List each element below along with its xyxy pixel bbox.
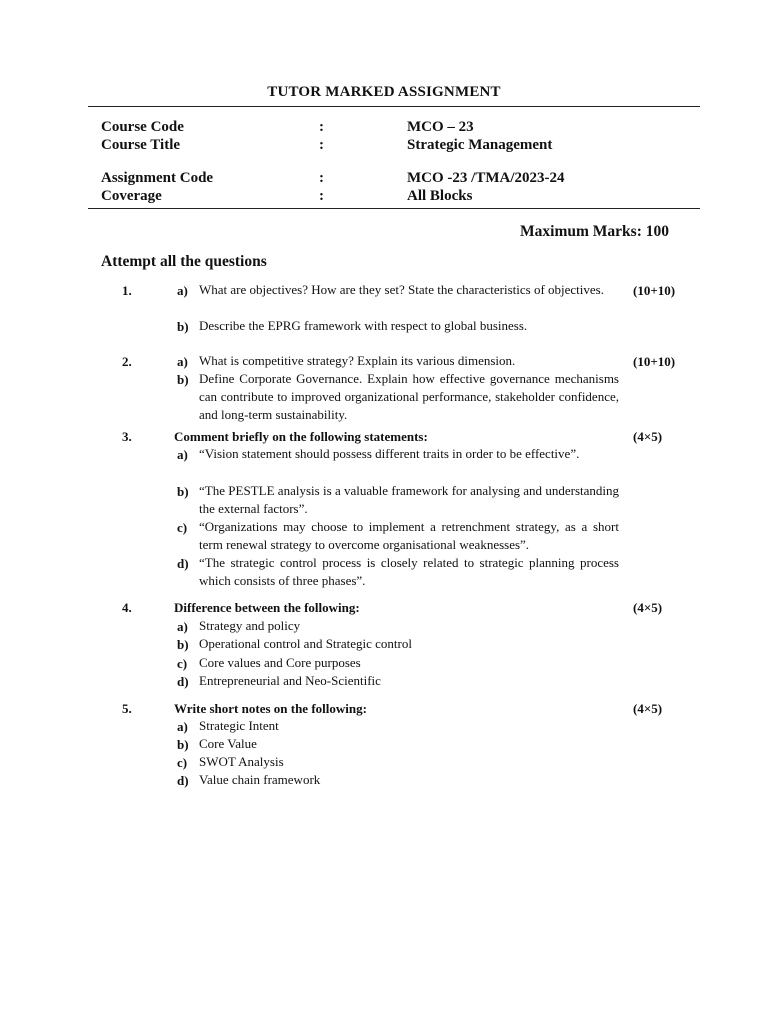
part-text: What are objectives? How are they set? State the characteristics of objectives. [199,282,604,297]
part-text: Core values and Core purposes [199,655,361,670]
part-letter: c) [177,520,188,535]
part-text: Value chain framework [199,772,321,787]
part-text: Entrepreneurial and Neo-Scientific [199,673,381,688]
question-number: 3. [122,429,132,444]
part-text: Operational control and Strategic control [199,636,412,651]
bottom-rule [88,208,700,209]
part-letter: c) [177,656,188,671]
part-letter: d) [177,773,189,788]
part-text: “The PESTLE analysis is a valuable framework for analysing and understanding the external factors”. [199,483,619,516]
question-number: 4. [122,600,132,615]
part-text: “The strategic control process is closely related to strategic planning process which consists of three phases”. [199,555,619,588]
meta-separator: : [319,188,324,204]
instruction-heading: Attempt all the questions [101,253,267,270]
part-text: “Vision statement should possess different traits in order to be effective”. [199,446,580,461]
question-number: 1. [122,283,132,298]
question-heading: Write short notes on the following: [174,701,367,716]
part-letter: a) [177,354,188,369]
part-text: Strategic Intent [199,718,279,733]
part-text: Strategy and policy [199,618,301,633]
meta-value: Strategic Management [407,137,553,153]
part-text: Core Value [199,736,257,751]
question-number: 5. [122,701,132,716]
part-letter: a) [177,719,188,734]
part-letter: a) [177,283,188,298]
question-marks: (4×5) [633,701,663,716]
maximum-marks: Maximum Marks: 100 [520,223,669,240]
question-marks: (10+10) [633,283,676,298]
meta-key: Coverage [101,188,162,204]
question-marks: (10+10) [633,354,676,369]
part-letter: d) [177,556,189,571]
part-text: “Organizations may choose to implement a retrenchment strategy, as a short term renewal strategy to overcome organisational weaknesses”. [199,519,619,552]
part-text: What is competitive strategy? Explain its various dimension. [199,353,516,368]
top-rule [88,106,700,107]
meta-key: Course Title [101,137,181,153]
meta-separator: : [319,170,324,186]
part-letter: d) [177,674,189,689]
part-letter: b) [177,737,189,752]
part-text: Describe the EPRG framework with respect to global business. [199,318,528,333]
part-text: Define Corporate Governance. Explain how effective governance mechanisms can contribute to improved organizational performance, stakeholder confidence, and long-term sustainability. [199,371,619,422]
meta-key: Course Code [101,119,184,135]
question-marks: (4×5) [633,600,663,615]
part-letter: a) [177,447,188,462]
part-letter: b) [177,372,189,387]
meta-value: All Blocks [407,188,473,204]
question-number: 2. [122,354,132,369]
part-letter: c) [177,755,188,770]
part-letter: a) [177,619,188,634]
meta-value: MCO – 23 [407,119,474,135]
meta-key: Assignment Code [101,170,214,186]
meta-separator: : [319,137,324,153]
meta-value: MCO -23 /TMA/2023-24 [407,170,565,186]
question-marks: (4×5) [633,429,663,444]
part-letter: b) [177,637,189,652]
page-title: TUTOR MARKED ASSIGNMENT [267,84,501,100]
part-letter: b) [177,484,189,499]
part-text: SWOT Analysis [199,754,284,769]
question-heading: Comment briefly on the following statements: [174,429,428,444]
part-letter: b) [177,319,189,334]
meta-separator: : [319,119,324,135]
question-heading: Difference between the following: [174,600,360,615]
